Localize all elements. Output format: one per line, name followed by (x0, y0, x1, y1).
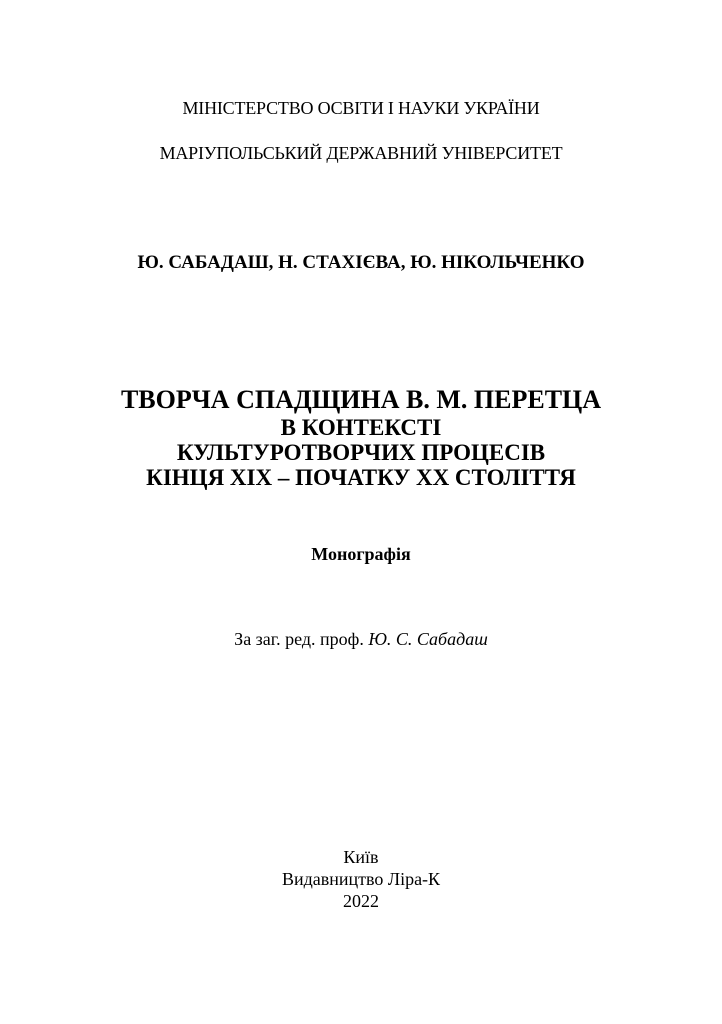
authors: Ю. САБАДАШ, Н. СТАХІЄВА, Ю. НІКОЛЬЧЕНКО (137, 252, 585, 273)
genre-label: Монографія (311, 544, 411, 564)
imprint-city: Київ (343, 847, 379, 867)
editor-prefix: За заг. ред. проф. (234, 629, 364, 649)
title-line-3: КУЛЬТУРОТВОРЧИХ ПРОЦЕСІВ (176, 440, 546, 465)
title-line-2: В КОНТЕКСТІ (280, 415, 442, 440)
ministry-name: МІНІСТЕРСТВО ОСВІТИ І НАУКИ УКРАЇНИ (182, 98, 540, 118)
title-line-4: КІНЦЯ XIX – ПОЧАТКУ XX СТОЛІТТЯ (146, 465, 576, 490)
book-title (0, 385, 722, 490)
imprint-publisher: Видавництво Ліра-К (281, 869, 441, 889)
university-name: МАРІУПОЛЬСЬКИЙ ДЕРЖАВНИЙ УНІВЕРСИТЕТ (159, 143, 563, 163)
imprint (0, 846, 722, 912)
editor-line (0, 627, 722, 651)
editor-name: Ю. С. Сабадаш (368, 629, 488, 649)
imprint-year: 2022 (343, 891, 379, 911)
title-line-1: ТВОРЧА СПАДЩИНА В. М. ПЕРЕТЦА (120, 385, 602, 414)
